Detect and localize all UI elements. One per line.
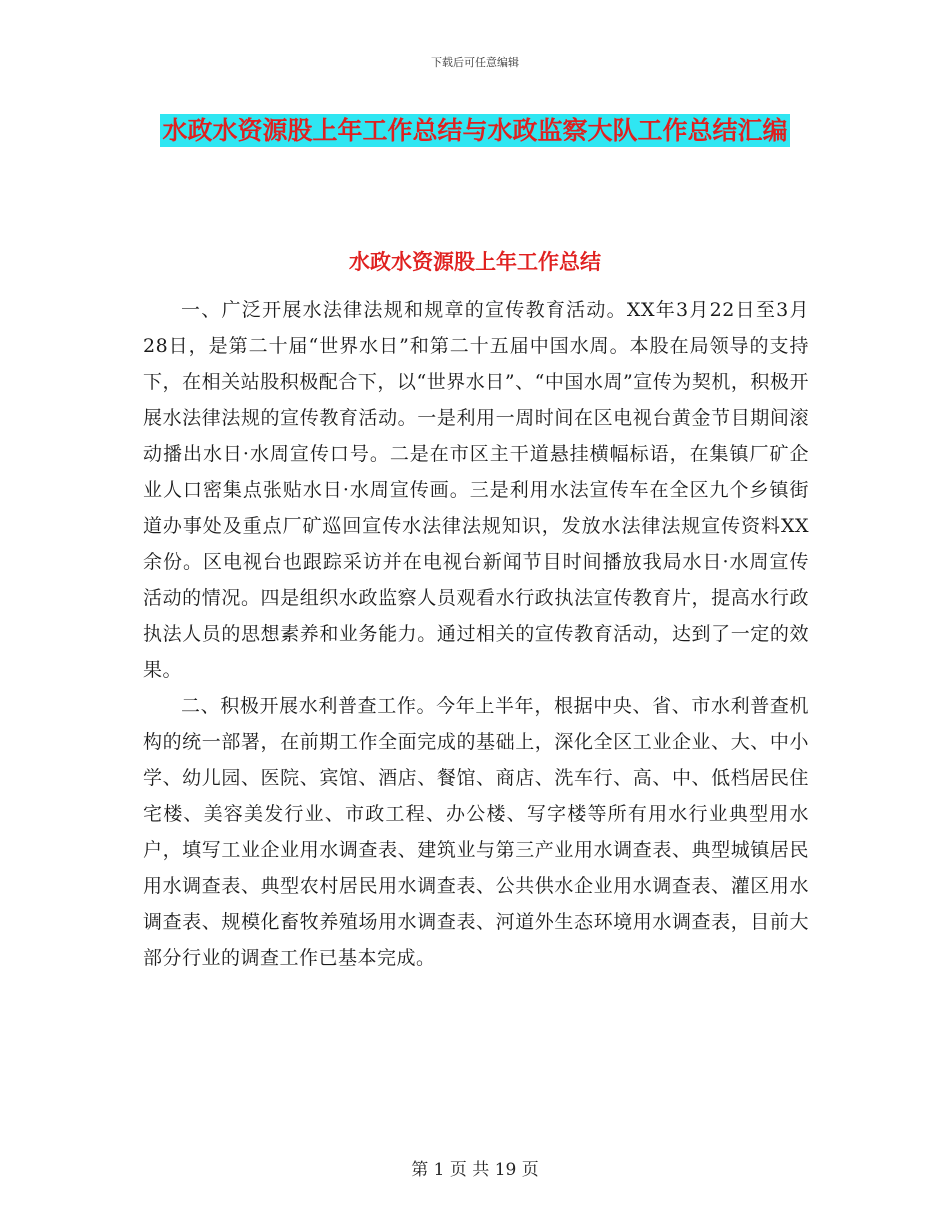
paragraph-1: 一、广泛开展水法律法规和规章的宣传教育活动。XX年3月22日至3月28日，是第二十届“世界水日”和第二十五届中国水周。本股在局领导的支持下，在相关站股积极配合下，以“世界水日”、“中国水周”宣传为契机，积极开展水法律法规的宣传教育活动。一是利用一周时间在区电视台黄金节目期间滚动播出水日·水周宣传口号。二是在市区主干道悬挂横幅标语，在集镇厂矿企业人口密集点张贴水日·水周宣传画。三是利用水法宣传车在全区九个乡镇街道办事处及重点厂矿巡回宣传水法律法规知识，发放水法律法规宣传资料XX余份。区电视台也跟踪采访并在电视台新闻节目时间播放我局水日·水周宣传活动的情况。四是组织水政监察人员观看水行政执法宣传教育片，提高水行政执法人员的思想素养和业务能力。通过相关的宣传教育活动，达到了一定的效果。 [143, 299, 809, 681]
document-title [143, 108, 807, 154]
body-text [143, 292, 809, 976]
document-title-text: 水政水资源股上年工作总结与水政监察大队工作总结汇编 [162, 116, 788, 145]
page-footer: 第 1 页 共 19 页 [411, 1160, 539, 1180]
paragraph-2: 二、积极开展水利普查工作。今年上半年，根据中央、省、市水利普查机构的统一部署，在前期工作全面完成的基础上，深化全区工业企业、大、中小学、幼儿园、医院、宾馆、酒店、餐馆、商店、洗车行、高、中、低档居民住宅楼、美容美发行业、市政工程、办公楼、写字楼等所有用水行业典型用水户，填写工业企业用水调查表、建筑业与第三产业用水调查表、典型城镇居民用水调查表、典型农村居民用水调查表、公共供水企业用水调查表、灌区用水调查表、规模化畜牧养殖场用水调查表、河道外生态环境用水调查表，目前大部分行业的调查工作已基本完成。 [143, 695, 809, 969]
section-title: 水政水资源股上年工作总结 [349, 249, 601, 274]
header-note: 下载后可任意编辑 [431, 56, 519, 69]
